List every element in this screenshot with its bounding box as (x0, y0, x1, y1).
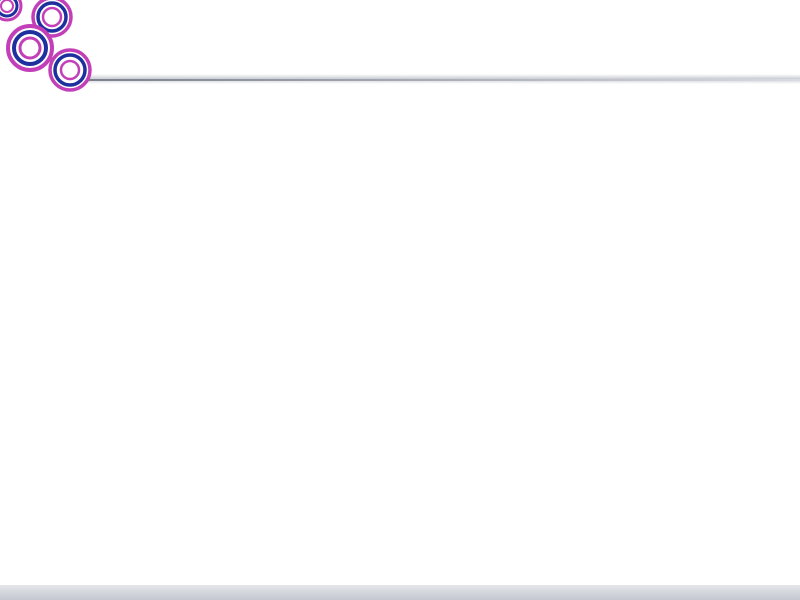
ring-right (50, 50, 90, 90)
ring-large (8, 26, 52, 70)
slide-content (22, 100, 774, 588)
header-decoration (0, 0, 800, 110)
ring-small-top (0, 0, 21, 20)
footer-band (0, 585, 800, 600)
